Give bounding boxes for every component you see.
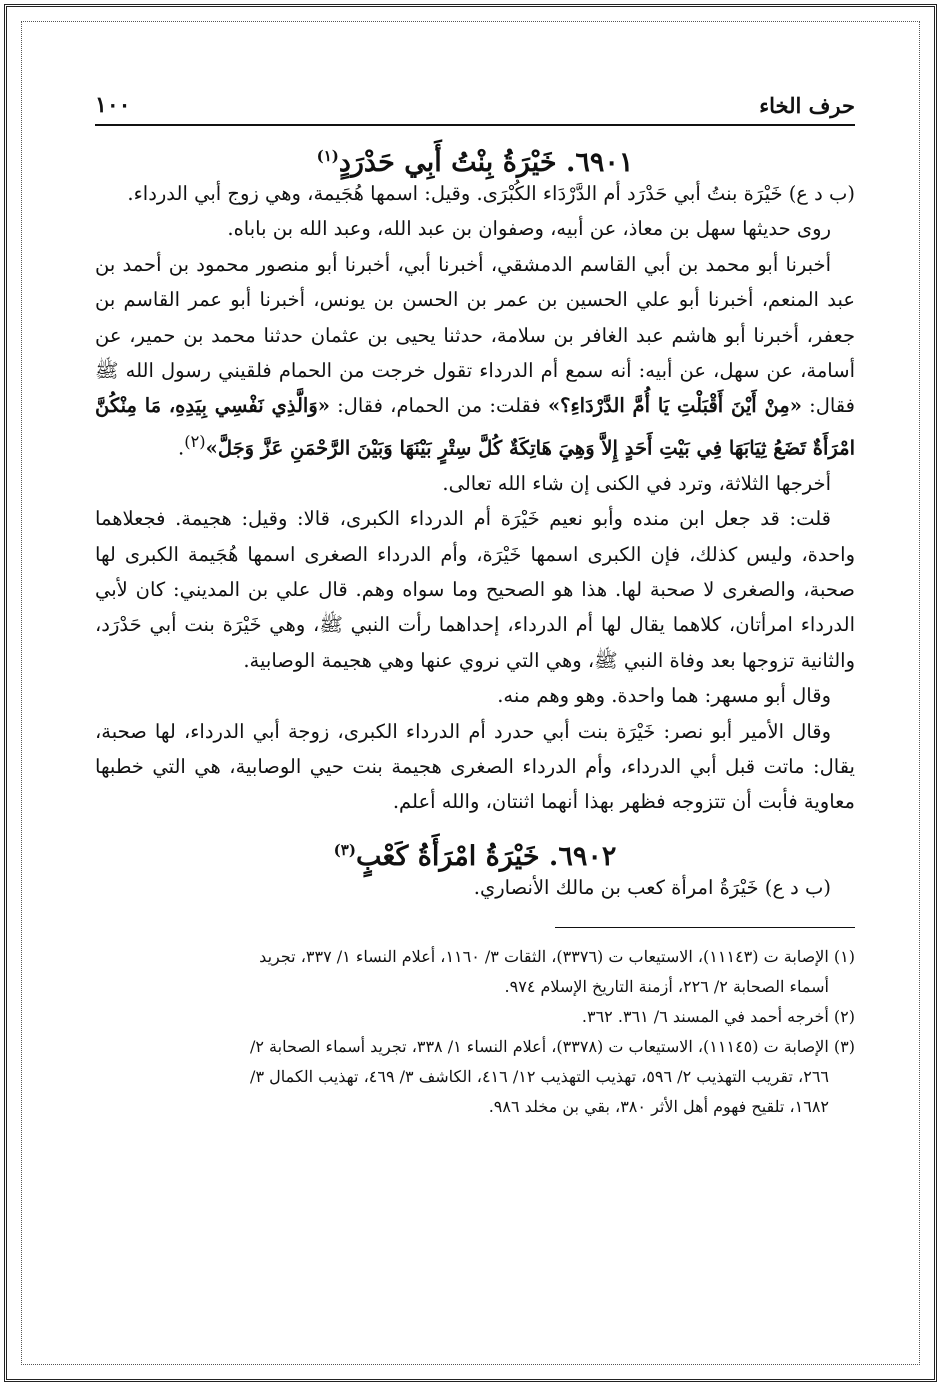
footnote-ref-2: (٢) (184, 431, 206, 451)
footnote-1-cont: أسماء الصحابة ٢/ ٢٢٦، أزمنة التاريخ الإسلام ٩٧٤. (504, 977, 829, 997)
hadith-quote: «وَالَّذِي نَفْسِي بِيَدِهِ، مَا مِنْكُنَّ امْرَأَةٌ تَضَعُ ثِيَابَهَا فِي بَيْتِ أَحَدٍ إِلاَّ وَهِيَ هَاتِكَةٌ كُلَّ سِتْرٍ بَيْنَهَا وَبَيْنَ الرَّحْمَنِ عَزَّ وَجَلَّ» (95, 394, 855, 460)
footnote-text: الإصابة ت (١١١٤٣)، الاستيعاب ت (٣٣٧٦)، الثقات ٣/ ١١٦٠، أعلام النساء ١/ ٣٣٧، تجريد (259, 947, 829, 967)
page-number: ١٠٠ (95, 92, 131, 118)
entry-paragraph: روى حديثها سهل بن معاذ، عن أبيه، وصفوان بن عبد الله، وعبد الله بن باباه. (227, 217, 831, 241)
entry-paragraph: أخرجها الثلاثة، وترد في الكنى إن شاء الله تعالى. (442, 471, 831, 495)
isnad-text: أخبرنا أبو محمد بن أبي القاسم الدمشقي، أخبرنا أبي، أخبرنا أبو منصور محمود بن أحمد بن عبد المنعم، أخبرنا أبو علي الحسين بن عمر بن الحسن بن يونس، أخبرنا أبو عمر القاسم بن جعفر، أخبرنا أبو هاشم عبد الغافر بن سلامة، حدثنا يحيى بن عثمان حدثنا محمد بن حمير، عن أسامة، عن سهل، عن أبيه: أنه سمع أم الدرداء تقول خرجت من الحمام فلقيني رسول الله ﷺ فقال: (95, 252, 855, 418)
footnote-label: (٣) (833, 1037, 855, 1057)
footnote-1 (95, 942, 855, 972)
running-header (95, 88, 855, 126)
footnote-text: أخرجه أحمد في المسند ٦/ ٣٦١. ٣٦٢. (581, 1007, 829, 1027)
footnote-3 (95, 1032, 855, 1062)
footnote-ref-1: (١) (316, 147, 339, 165)
entry-title-6901 (95, 136, 855, 176)
footnote-label: (٢) (833, 1007, 855, 1027)
section-title: حرف الخاء (759, 93, 855, 118)
footnote-3-cont: ١٦٨٢، تلقيح فهوم أهل الأثر ٣٨٠، بقي بن مخلد ٩٨٦. (488, 1097, 829, 1117)
entry-paragraph: وقال أبو مسهر: هما واحدة. وهو وهم منه. (497, 684, 831, 708)
footnote-label: (١) (833, 947, 855, 967)
hadith-paragraph (95, 247, 855, 466)
entry-paragraph: (ب د ع) خَيْرَة بنتُ أبي حَدْرَد أم الدَّرْدَاء الكُبْرَى. وقيل: اسمها هُجَيمة، وهي زوج أبي الدرداء. (127, 182, 855, 205)
hadith-quote: «مِنْ أَيْنَ أَقْبَلْتِ يَا أُمَّ الدَّرْدَاءِ؟» (547, 394, 802, 418)
entry-title-text: ٦٩٠١. خَيْرَةُ بِنْتُ أَبِي حَدْرَدٍ (338, 147, 634, 178)
hadith-end: . (178, 436, 185, 460)
entry-paragraph: وقال الأمير أبو نصر: خَيْرَة بنت أبي حدرد أم الدرداء الكبرى، زوجة أبي الدرداء، لها صحبة، يقال: ماتت قبل أبي الدرداء، وأم الدرداء الصغرى هجيمة بنت حيي الوصابية، هي التي خطبها معاوية فأبت أن تتزوجه فظهر بهذا أنهما اثنتان، والله أعلم. (95, 719, 855, 814)
footnote-2 (95, 1002, 855, 1032)
entry-paragraph: (ب د ع) خَيْرَةُ امرأة كعب بن مالك الأنصاري. (473, 875, 831, 899)
page-content (95, 88, 855, 1122)
hadith-connector: فقلت: من الحمام، فقال: (329, 394, 548, 418)
entry-title-6902 (95, 830, 855, 870)
entry-title-text: ٦٩٠٢. خَيْرَةُ امْرَأَةُ كَعْبٍ (355, 840, 617, 872)
footnote-text: الإصابة ت (١١١٤٥)، الاستيعاب ت (٣٣٧٨)، أعلام النساء ١/ ٣٣٨، تجريد أسماء الصحابة ٢/ (249, 1037, 829, 1057)
footnote-3-cont: ٢٦٦، تقريب التهذيب ٢/ ٥٩٦، تهذيب التهذيب ١٢/ ٤١٦، الكاشف ٣/ ٤٦٩، تهذيب الكمال ٣/ (250, 1067, 829, 1087)
entry-paragraph: قلت: قد جعل ابن منده وأبو نعيم خَيْرَة أم الدرداء الكبرى، قالا: وقيل: هجيمة. فجعلاهما واحدة، وليس كذلك، فإن الكبرى اسمها خَيْرَة، وأم الدرداء الصغرى اسمها هُجَيمة الكبرى لها صحبة، والصغرى لا صحبة لها. هذا هو الصحيح وما سواه وهم. قال علي بن المديني: كان لأبي الدرداء امرأتان، كلاهما يقال لها أم الدرداء، إحداهما رأت النبي ﷺ، وهي خَيْرَة بنت أبي حَدْرَد، والثانية تزوجها بعد وفاة النبي ﷺ، وهي التي نروي عنها وهي هجيمة الوصابية. (95, 507, 855, 672)
footnote-ref-3: (٣) (333, 840, 356, 859)
footnote-divider (555, 927, 855, 928)
